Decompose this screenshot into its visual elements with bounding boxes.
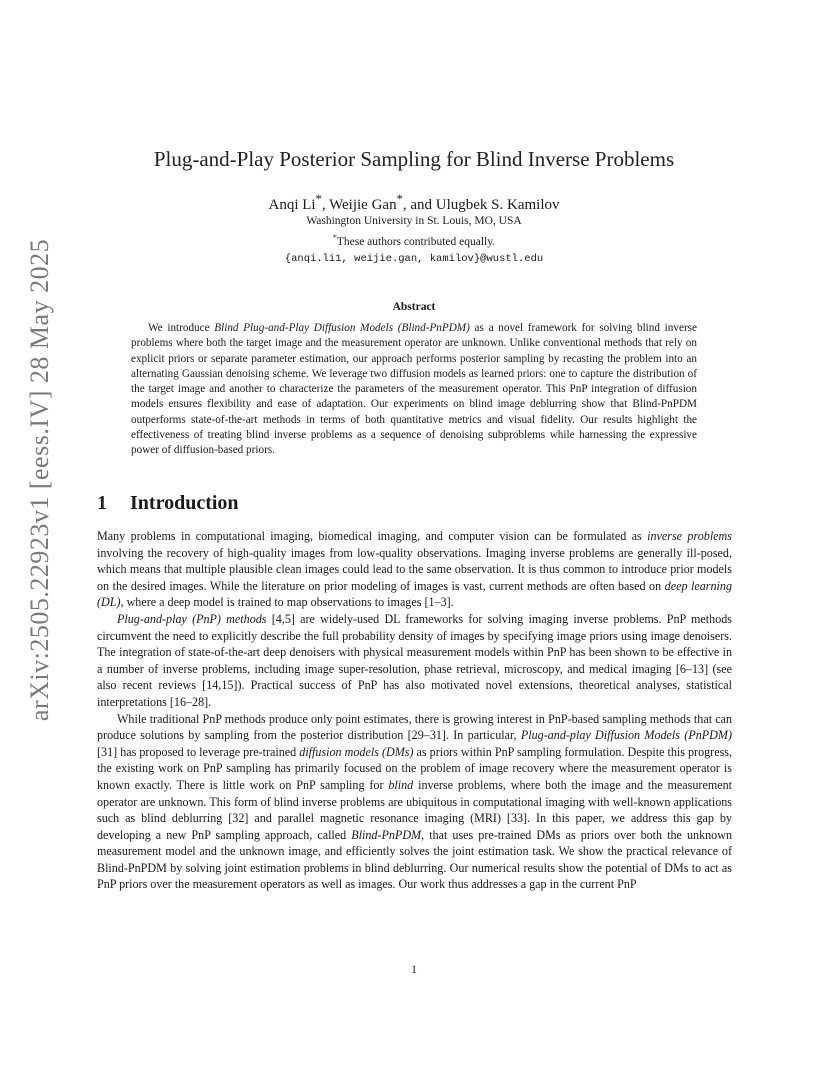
- author-separator: ,: [321, 197, 330, 213]
- author-name: Ulugbek S. Kamilov: [435, 197, 560, 213]
- author-name: Anqi Li: [268, 197, 316, 213]
- author-name: Weijie Gan: [329, 197, 397, 213]
- paragraph-text: Many problems in computational imaging, biomedical imaging, and computer vision can be formulated as: [97, 529, 648, 543]
- paragraph: [97, 611, 732, 711]
- emphasis: deep learning (DL): [97, 578, 732, 610]
- author-separator: , and: [402, 197, 436, 213]
- author-emails[interactable]: {anqi.li1, weijie.gan, kamilov}@wustl.edu: [284, 253, 544, 265]
- section-heading: [97, 492, 239, 515]
- abstract-text: We introduce: [148, 322, 215, 334]
- arxiv-identifier-text: arXiv:2505.22923v1 [eess.IV] 28 May 2025: [25, 238, 54, 722]
- emphasis: inverse problems: [647, 529, 732, 543]
- note-text: These authors contributed equally.: [336, 235, 496, 248]
- emphasis: Blind-PnPDM: [351, 827, 422, 842]
- introduction-body: [97, 528, 732, 893]
- page-number: 1: [411, 962, 417, 976]
- equal-contribution-mark: *: [315, 192, 322, 206]
- paragraph-text: , where a deep model is trained to map observations to images [1–3].: [120, 595, 454, 610]
- equal-contribution-note: [0, 233, 828, 248]
- paragraph-text: involving the recovery of high-quality images from low-quality observations. Imaging inverse problems are generally ill-posed, which means that multiple plausible clean images could lead to the same observation. It is thus common to introduce prior models on the desired images. While the literature on prior modeling of images is vast, current methods are often based on: [97, 545, 732, 593]
- author-list: [0, 192, 828, 214]
- emphasis: Plug-and-play (PnP) methods: [117, 611, 267, 626]
- paragraph-text: , that uses pre-trained DMs as priors over both the unknown measurement model and the unknown image, and efficiently solves the joint estimation task. We show the practical relevance of Blind-PnPDM by solving joint estimation problems in blind deblurring. Our numerical results show the potential of DMs to act as PnP priors over the measurement operators as well as images. Our work thus addresses a gap in the current PnP: [97, 827, 732, 892]
- arxiv-identifier-stamp: [20, 238, 60, 722]
- abstract-text: as a novel framework for solving blind inverse problems where both the target image and the measurement operator are unknown. Unlike conventional methods that rely on explicit priors or separate parameter estimation, our approach performs posterior sampling by recasting the problem into an alternating Gaussian denoising scheme. We leverage two diffusion models as learned priors: one to capture the distribution of the target image and another to characterize the parameters of the measurement operator. This PnP integration of diffusion models ensures flexibility and ease of adaptation. Our experiments on blind image deblurring show that Blind-PnPDM outperforms state-of-the-art methods in terms of both quantitative metrics and visual fidelity. Our results highlight the effectiveness of treating blind inverse problems as a sequence of denoising subproblems while harnessing the expressive power of diffusion-based priors.: [131, 322, 697, 457]
- section-number: 1: [97, 492, 107, 514]
- affiliation: Washington University in St. Louis, MO, USA: [306, 215, 522, 227]
- section-title: Introduction: [130, 492, 239, 514]
- abstract-heading: Abstract: [392, 301, 436, 313]
- note-mark: *: [332, 233, 337, 242]
- paragraph-text: While traditional PnP methods produce only point estimates, there is growing interest in PnP-based sampling methods that can produce solutions by sampling from the posterior distribution [29–31]. In particular,: [97, 711, 732, 743]
- paper-title: Plug-and-Play Posterior Sampling for Blind Inverse Problems: [153, 147, 675, 171]
- emphasis: diffusion models (DMs): [299, 744, 414, 759]
- paragraph-text: as priors within PnP sampling formulation. Despite this progress, the existing work on PnP sampling has primarily focused on the problem of image recovery where the measurement operator is known exactly. There is little work on PnP sampling for: [97, 744, 732, 792]
- abstract-body: [131, 321, 697, 459]
- emphasis: Plug-and-play Diffusion Models (PnPDM): [520, 728, 732, 743]
- abstract-emphasis: Blind Plug-and-Play Diffusion Models (Blind-PnPDM): [214, 322, 470, 334]
- paragraph-text: [31] has proposed to leverage pre-trained: [97, 744, 300, 759]
- paragraph-text: [4,5] are widely-used DL frameworks for solving imaging inverse problems. PnP methods circumvent the need to explicitly describe the full probability density of images by specifying image priors using image denoisers. The integration of state-of-the-art deep denoisers with physical measurement models within PnP has been shown to be effective in a number of inverse problems, including image super-resolution, phase retrieval, microscopy, and medical imaging [6–13] (see also recent reviews [14,15]). Practical success of PnP has also motivated novel extensions, theoretical analyses, statistical interpretations [16–28].: [97, 611, 732, 709]
- paragraph: [97, 528, 732, 611]
- paragraph-text: inverse problems, where both the image and the measurement operator are unknown. This form of blind inverse problems are ubiquitous in computational imaging with well-known applications such as blind deblurring [32] and parallel magnetic resonance imaging (MRI) [33]. In this paper, we address this gap by developing a new PnP sampling approach, called: [97, 777, 732, 842]
- equal-contribution-mark: *: [396, 192, 403, 206]
- emphasis: blind: [388, 777, 414, 792]
- paragraph: [97, 711, 732, 894]
